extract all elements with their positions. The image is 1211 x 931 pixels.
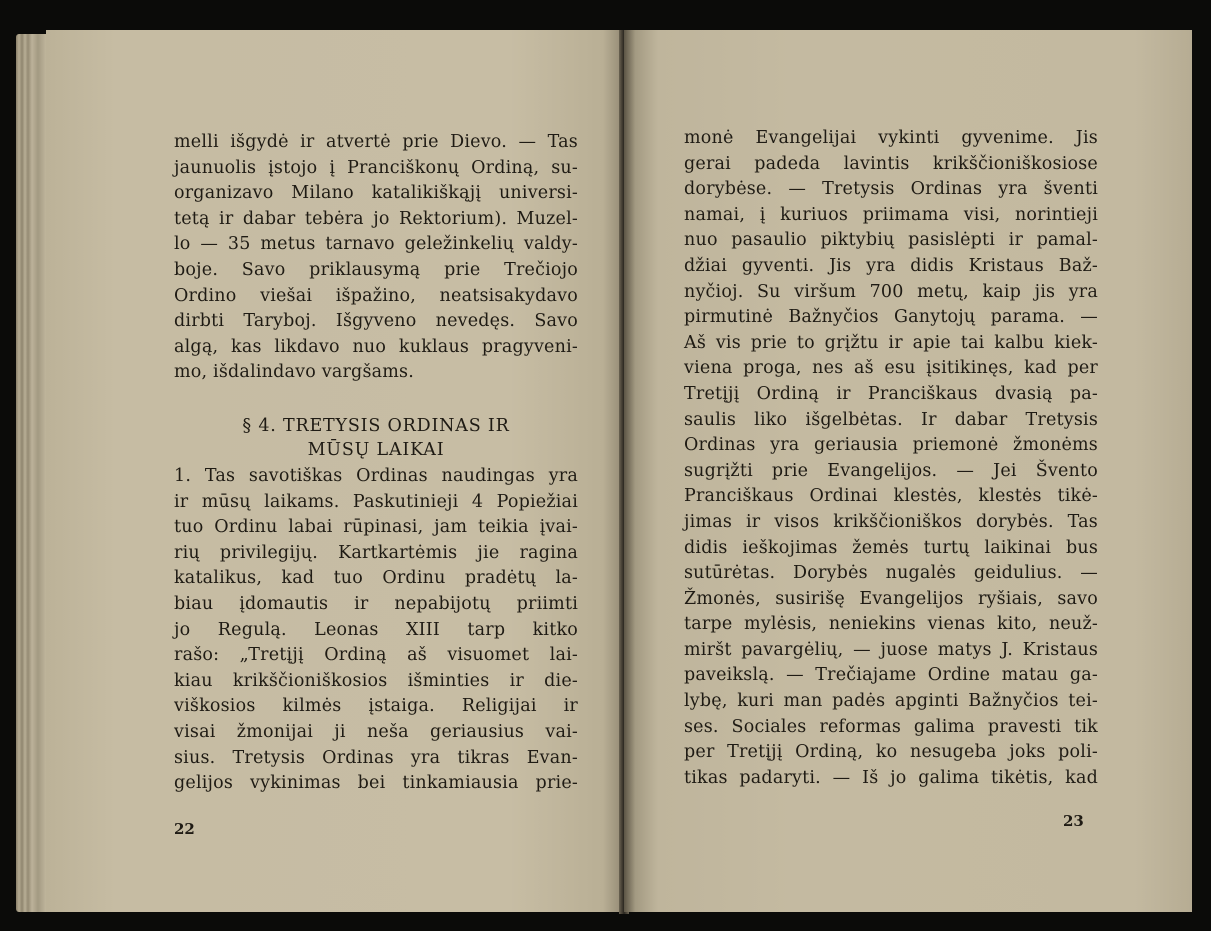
text-line: saulis liko išgelbėtas. Ir dabar Tretysis	[684, 409, 1098, 430]
text-line: katalikus, kad tuo Ordinu pradėtų la-	[174, 568, 578, 589]
text-line: miršt pavargėlių, — juose matys J. Kristaus	[684, 639, 1098, 660]
text-line: didis ieškojimas žemės turtų laikinai bus	[684, 537, 1098, 558]
text-line: rašo: „Tretįjį Ordiną aš visuomet lai-	[174, 645, 578, 666]
text-line: viena proga, nes aš esu įsitikinęs, kad per	[684, 358, 1098, 379]
text-line: tuo Ordinu labai rūpinasi, jam teikia įvai-	[174, 517, 578, 538]
right-page	[624, 30, 1192, 912]
text-line: melli išgydė ir atvertė prie Dievo. — Tas	[174, 132, 578, 152]
text-line: boje. Savo priklausymą prie Trečiojo	[174, 259, 578, 280]
right-text	[684, 126, 1098, 791]
text-line: ses. Sociales reformas galima pravesti tik	[684, 716, 1098, 737]
text-line: sutūrėtas. Dorybės nugalės geidulius. —	[684, 563, 1098, 584]
text-line: Pranciškaus Ordinai klestės, klestės tikė-	[684, 486, 1098, 507]
text-line: tikas padaryti. — Iš jo galima tikėtis, kad	[684, 767, 1098, 788]
text-line: organizavo Milano katalikiškąjį universi-	[174, 183, 578, 204]
section-heading-line-2: MŪSŲ LAIKAI	[307, 440, 445, 460]
text-line: per Tretįjį Ordiną, ko nesugeba joks poli-	[684, 742, 1098, 763]
text-line: jaunuolis įstojo į Pranciškonų Ordiną, su-	[174, 157, 578, 178]
text-line: sugrįžti prie Evangelijos. — Jei Švento	[684, 460, 1098, 481]
text-line: gelijos vykinimas bei tinkamiausia prie-	[174, 773, 578, 794]
left-paragraph-2	[174, 464, 578, 797]
text-line: rių privilegijų. Kartkartėmis jie ragina	[174, 542, 578, 563]
text-line: sius. Tretysis Ordinas yra tikras Evan-	[174, 747, 578, 768]
text-line: gerai padeda lavintis krikščioniškosiose	[684, 153, 1098, 174]
text-line: džiai gyventi. Jis yra didis Kristaus Baž-	[684, 255, 1098, 276]
text-line: kiau krikščioniškosios išminties ir die-	[174, 670, 578, 691]
text-line: jimas ir visos krikščioniškos dorybės. Tas	[684, 511, 1098, 532]
text-line: lybę, kuri man padės apginti Bažnyčios tei-	[684, 691, 1098, 712]
text-line: Aš vis prie to grįžtu ir apie tai kalbu kiek-	[684, 332, 1098, 353]
text-line: jo Regulą. Leonas XIII tarp kitko	[174, 619, 578, 640]
text-line: paveikslą. — Trečiajame Ordine matau ga-	[684, 665, 1098, 686]
text-line: Žmonės, susirišę Evangelijos ryšiais, savo	[684, 588, 1098, 609]
text-line: lo — 35 metus tarnavo geležinkelių valdy-	[174, 234, 578, 255]
text-line: dirbti Taryboj. Išgyveno nevedęs. Savo	[174, 311, 578, 332]
text-line: mo, išdalindavo vargšams.	[174, 362, 414, 383]
left-paragraph-1	[174, 130, 578, 386]
text-line: ir mūsų laikams. Paskutinieji 4 Popiežiai	[174, 491, 578, 512]
text-line: nyčioj. Su viršum 700 metų, kaip jis yra	[684, 281, 1098, 302]
text-line: monė Evangelijai vykinti gyvenime. Jis	[684, 128, 1098, 148]
text-line: visai žmonijai ji neša geriausius vai-	[174, 721, 578, 742]
text-line: Ordino viešai išpažino, neatsisakydavo	[174, 285, 578, 306]
left-page	[46, 30, 626, 912]
text-line: tetą ir dabar tebėra jo Rektorium). Muzel-	[174, 208, 578, 229]
text-line: 1. Tas savotiškas Ordinas naudingas yra	[174, 466, 578, 486]
text-line: pirmutinė Bažnyčios Ganytojų parama. —	[684, 307, 1098, 328]
text-line: viškosios kilmės įstaiga. Religijai ir	[174, 696, 578, 717]
text-line: Ordinas yra geriausia priemonė žmonėms	[684, 435, 1098, 456]
text-line: nuo pasaulio piktybių pasislėpti ir pamal-	[684, 230, 1098, 251]
text-line: biau įdomautis ir nepabijotų priimti	[174, 593, 578, 614]
text-line: namai, į kuriuos priimama visi, norintieji	[684, 204, 1098, 225]
page-number: 23	[1063, 812, 1084, 830]
text-line: tarpe mylėsis, neniekins vienas kito, neuž-	[684, 614, 1098, 635]
section-heading-line-1: § 4. TRETYSIS ORDINAS IR	[242, 416, 510, 436]
text-line: dorybėse. — Tretysis Ordinas yra šventi	[684, 179, 1098, 200]
page-number: 22	[174, 820, 195, 838]
section-heading	[174, 414, 578, 462]
open-book	[16, 30, 1192, 916]
text-line: Tretįjį Ordiną ir Pranciškaus dvasią pa-	[684, 383, 1098, 404]
text-line: algą, kas likdavo nuo kuklaus pragyveni-	[174, 336, 578, 357]
